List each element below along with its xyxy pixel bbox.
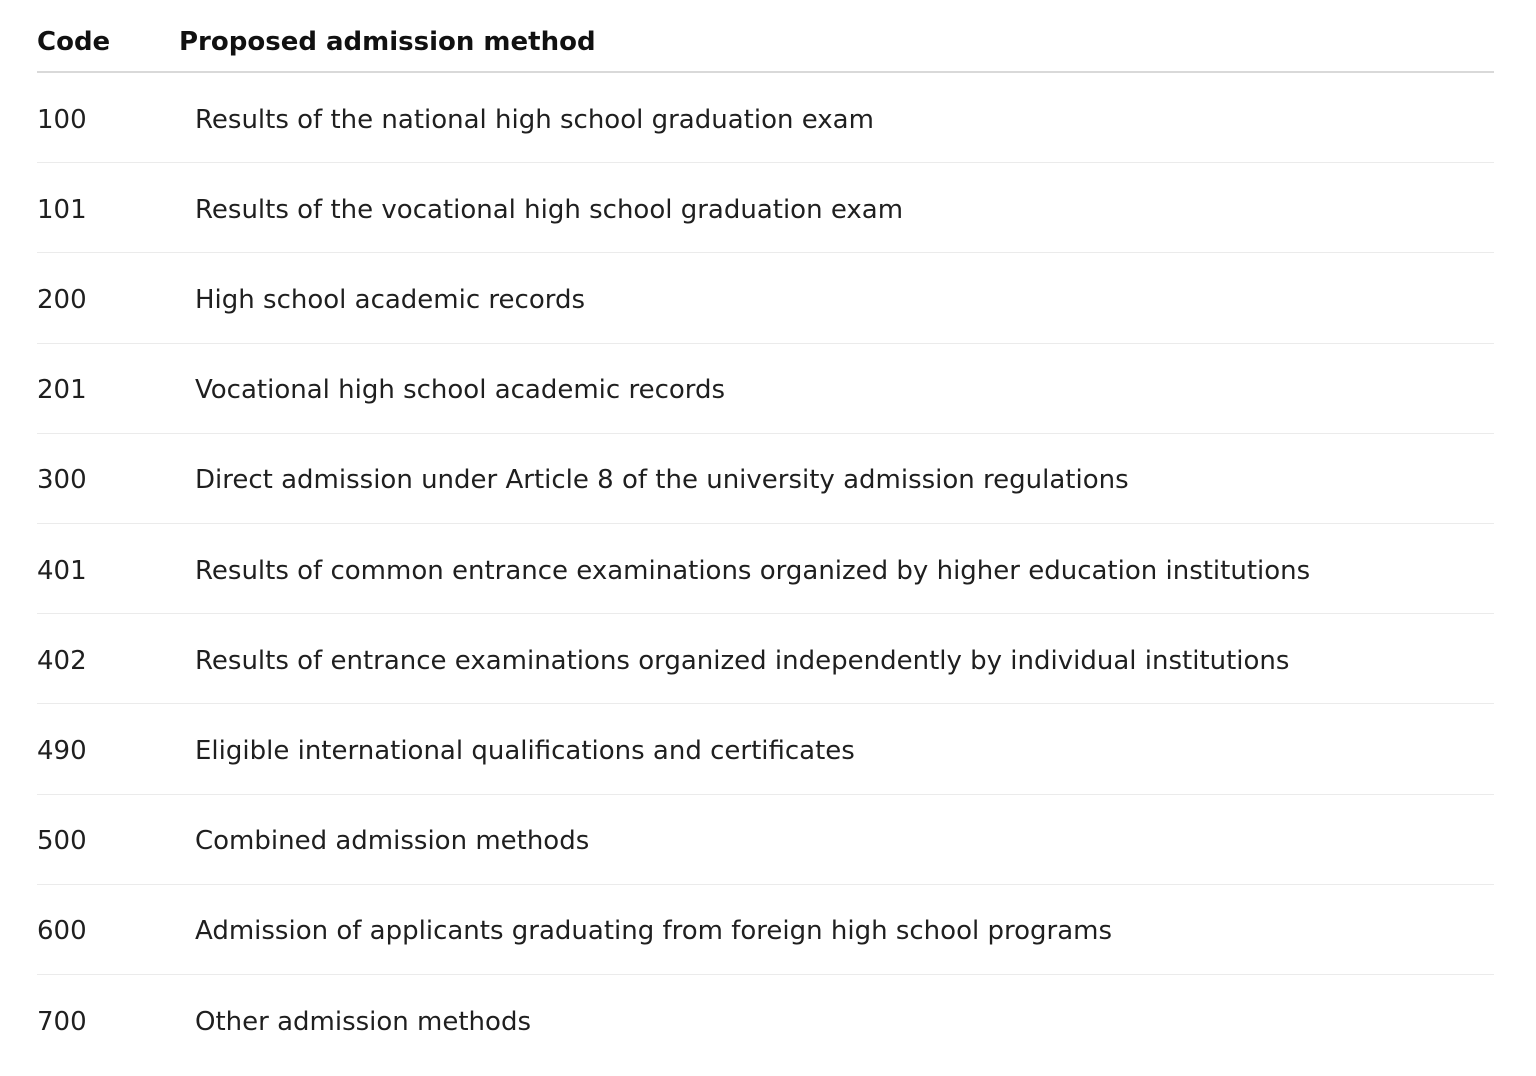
column-header-method: Proposed admission method [179,26,596,57]
method-cell: Other admission methods [195,1006,531,1037]
code-cell: 600 [37,916,87,947]
code-cell: 101 [37,194,87,225]
table-header-row [37,0,1494,73]
code-cell: 201 [37,375,87,406]
table-row [37,253,1494,343]
admission-methods-table [37,0,1494,1065]
method-cell: Eligible international qualifications and certificates [195,735,855,766]
method-cell: High school academic records [195,284,586,315]
method-cell: Combined admission methods [195,826,590,857]
table-row [37,614,1494,704]
method-cell: Vocational high school academic records [195,375,726,406]
method-cell: Results of the national high school graduation exam [195,104,874,135]
table-row [37,524,1494,614]
table-row [37,885,1494,975]
column-header-code: Code [37,26,111,57]
code-cell: 500 [37,826,87,857]
method-cell: Results of the vocational high school graduation exam [195,194,904,225]
code-cell: 300 [37,465,87,496]
code-cell: 700 [37,1006,87,1037]
table-row [37,434,1494,524]
code-cell: 402 [37,645,87,676]
table-row [37,704,1494,794]
code-cell: 490 [37,735,87,766]
code-cell: 401 [37,555,87,586]
method-cell: Results of entrance examinations organized independently by individual institutions [195,645,1290,676]
code-cell: 100 [37,104,87,135]
method-cell: Direct admission under Article 8 of the university admission regulations [195,465,1129,496]
table-row [37,344,1494,434]
table-row [37,73,1494,163]
table-row [37,795,1494,885]
table-row [37,975,1494,1065]
method-cell: Admission of applicants graduating from foreign high school programs [195,916,1112,947]
code-cell: 200 [37,284,87,315]
table-row [37,163,1494,253]
method-cell: Results of common entrance examinations organized by higher education institutions [195,555,1311,586]
